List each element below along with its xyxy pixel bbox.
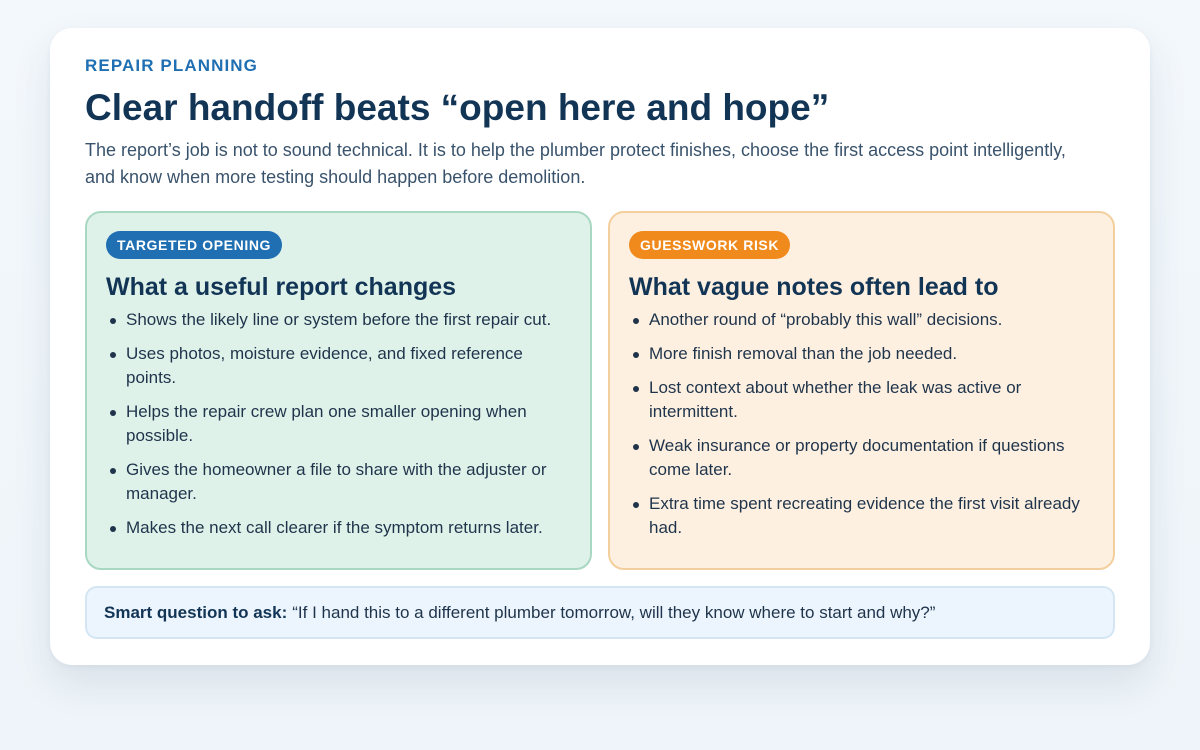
targeted-opening-list [106, 308, 570, 540]
guesswork-risk-badge: GUESSWORK RISK [629, 231, 790, 259]
intro-paragraph: The report’s job is not to sound technical. It is to help the plumber protect finishes, choose the first access point intelligently, and know when more testing should happen before demolition. [85, 140, 1066, 187]
guesswork-risk-panel [608, 211, 1115, 570]
list-item: Gives the homeowner a file to share with the adjuster or manager. [106, 458, 570, 506]
page-title: Clear handoff beats “open here and hope” [85, 87, 830, 128]
targeted-opening-panel [85, 211, 592, 570]
guesswork-risk-heading: What vague notes often lead to [629, 273, 999, 301]
list-item: Uses photos, moisture evidence, and fixed reference points. [106, 342, 570, 390]
list-item: Another round of “probably this wall” decisions. [629, 308, 1093, 332]
guesswork-risk-list [629, 308, 1093, 540]
list-item: Lost context about whether the leak was active or intermittent. [629, 376, 1093, 424]
list-item: Shows the likely line or system before the first repair cut. [106, 308, 570, 332]
list-item: Helps the repair crew plan one smaller opening when possible. [106, 400, 570, 448]
list-item: Extra time spent recreating evidence the first visit already had. [629, 492, 1093, 540]
list-item: More finish removal than the job needed. [629, 342, 1093, 366]
list-item: Weak insurance or property documentation if questions come later. [629, 434, 1093, 482]
comparison-columns [85, 211, 1115, 570]
content-card [50, 28, 1150, 665]
smart-question-label: Smart question to ask: [104, 602, 288, 622]
eyebrow-label: REPAIR PLANNING [85, 56, 258, 75]
targeted-opening-heading: What a useful report changes [106, 273, 457, 301]
list-item: Makes the next call clearer if the symptom returns later. [106, 516, 570, 540]
targeted-opening-badge: TARGETED OPENING [106, 231, 282, 259]
smart-question-callout [85, 586, 1115, 639]
smart-question-text: “If I hand this to a different plumber tomorrow, will they know where to start and why?” [292, 602, 936, 622]
